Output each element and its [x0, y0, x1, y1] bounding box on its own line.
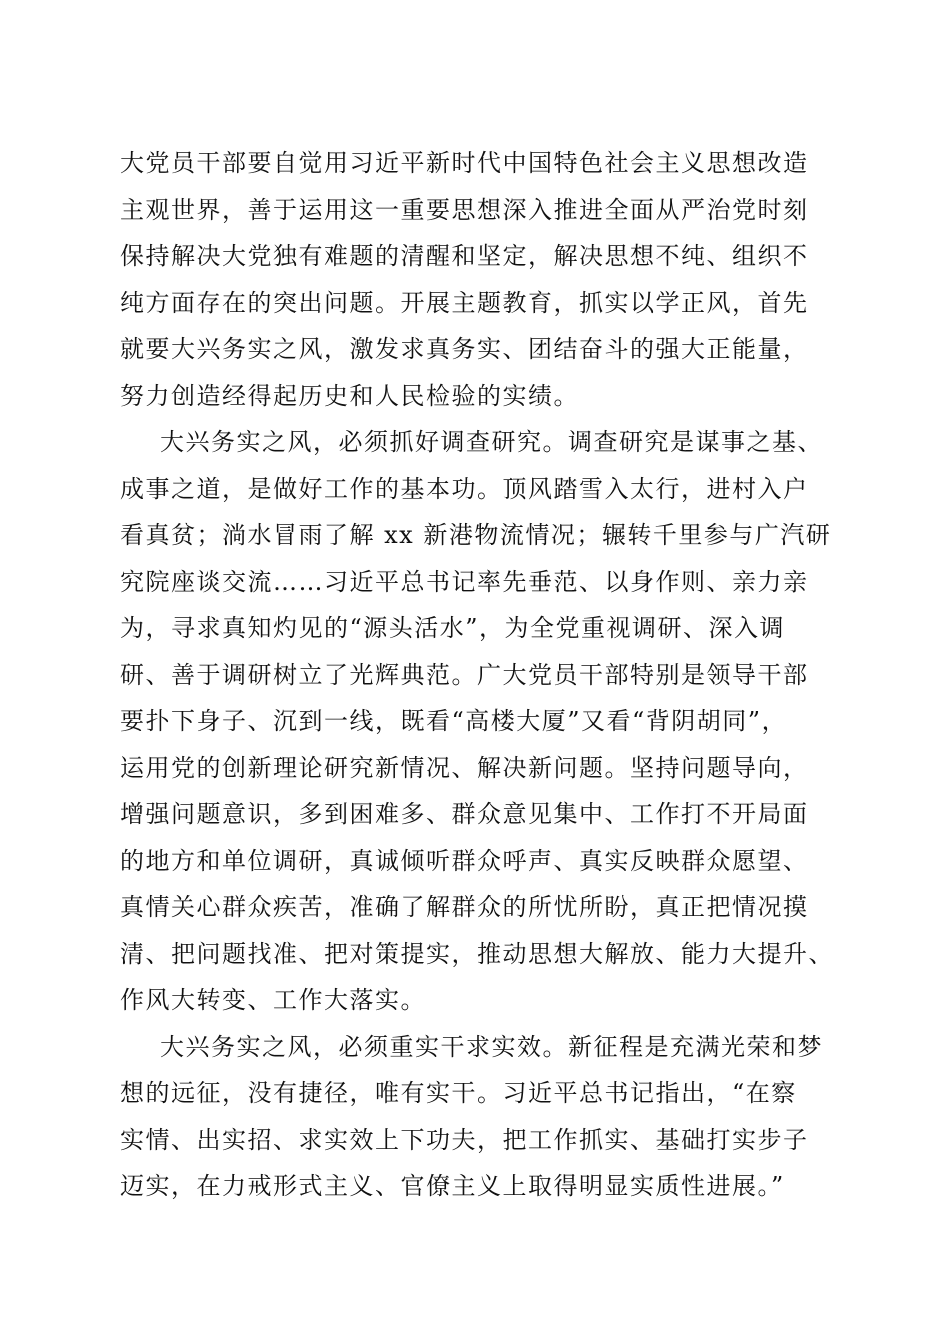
- text-line: 大党员干部要自觉用习近平新时代中国特色社会主义思想改造: [120, 149, 809, 177]
- document-body: [120, 140, 840, 1210]
- text-line: 真情关心群众疾苦，准确了解群众的所忧所盼，真正把情况摸: [120, 893, 809, 921]
- text-line: 想的远征，没有捷径，唯有实干。习近平总书记指出，“在察: [120, 1079, 797, 1107]
- text-line: 的地方和单位调研，真诚倾听群众呼声、真实反映群众愿望、: [120, 846, 809, 875]
- text-line: 要扑下身子、沉到一线，既看“高楼大厦”又看“背阴胡同”，: [120, 707, 788, 735]
- paragraph-1: [120, 140, 840, 419]
- text-line: 迈实，在力戒形式主义、官僚主义上取得明显实质性进展。”: [120, 1172, 785, 1200]
- paragraph-2: [120, 419, 840, 1024]
- text-line: 为，寻求真知灼见的“源头活水”，为全党重视调研、深入调: [120, 614, 786, 642]
- text-line: 纯方面存在的突出问题。开展主题教育，抓实以学正风，首先: [120, 288, 809, 317]
- text-line: 运用党的创新理论研究新情况、解决新问题。坚持问题导向，: [120, 753, 809, 782]
- text-line: 看真贫；淌水冒雨了解 xx 新港物流情况；辗转千里参与广汽研: [120, 521, 832, 549]
- text-line: 作风大转变、工作大落实。: [120, 986, 426, 1014]
- text-line: 大兴务实之风，必须重实干求实效。新征程是充满光荣和梦: [160, 1032, 823, 1061]
- paragraph-3: [120, 1024, 840, 1210]
- text-line: 研、善于调研树立了光辉典范。广大党员干部特别是领导干部: [120, 660, 809, 689]
- text-line: 实情、出实招、求实效上下功夫，把工作抓实、基础打实步子: [120, 1125, 809, 1154]
- text-line: 究院座谈交流……习近平总书记率先垂范、以身作则、亲力亲: [120, 567, 809, 596]
- text-line: 成事之道，是做好工作的基本功。顶风踏雪入太行，进村入户: [120, 474, 809, 503]
- text-line: 努力创造经得起历史和人民检验的实绩。: [120, 381, 579, 410]
- text-line: 清、把问题找准、把对策提实，推动思想大解放、能力大提升、: [120, 939, 834, 968]
- text-line: 增强问题意识，多到困难多、群众意见集中、工作打不开局面: [120, 800, 809, 828]
- text-line: 保持解决大党独有难题的清醒和坚定，解决思想不纯、组织不: [120, 242, 809, 270]
- text-line: 大兴务实之风，必须抓好调查研究。调查研究是谋事之基、: [160, 428, 823, 456]
- text-line: 主观世界，善于运用这一重要思想深入推进全面从严治党时刻: [120, 195, 809, 224]
- text-line: 就要大兴务实之风，激发求真务实、团结奋斗的强大正能量，: [120, 335, 809, 363]
